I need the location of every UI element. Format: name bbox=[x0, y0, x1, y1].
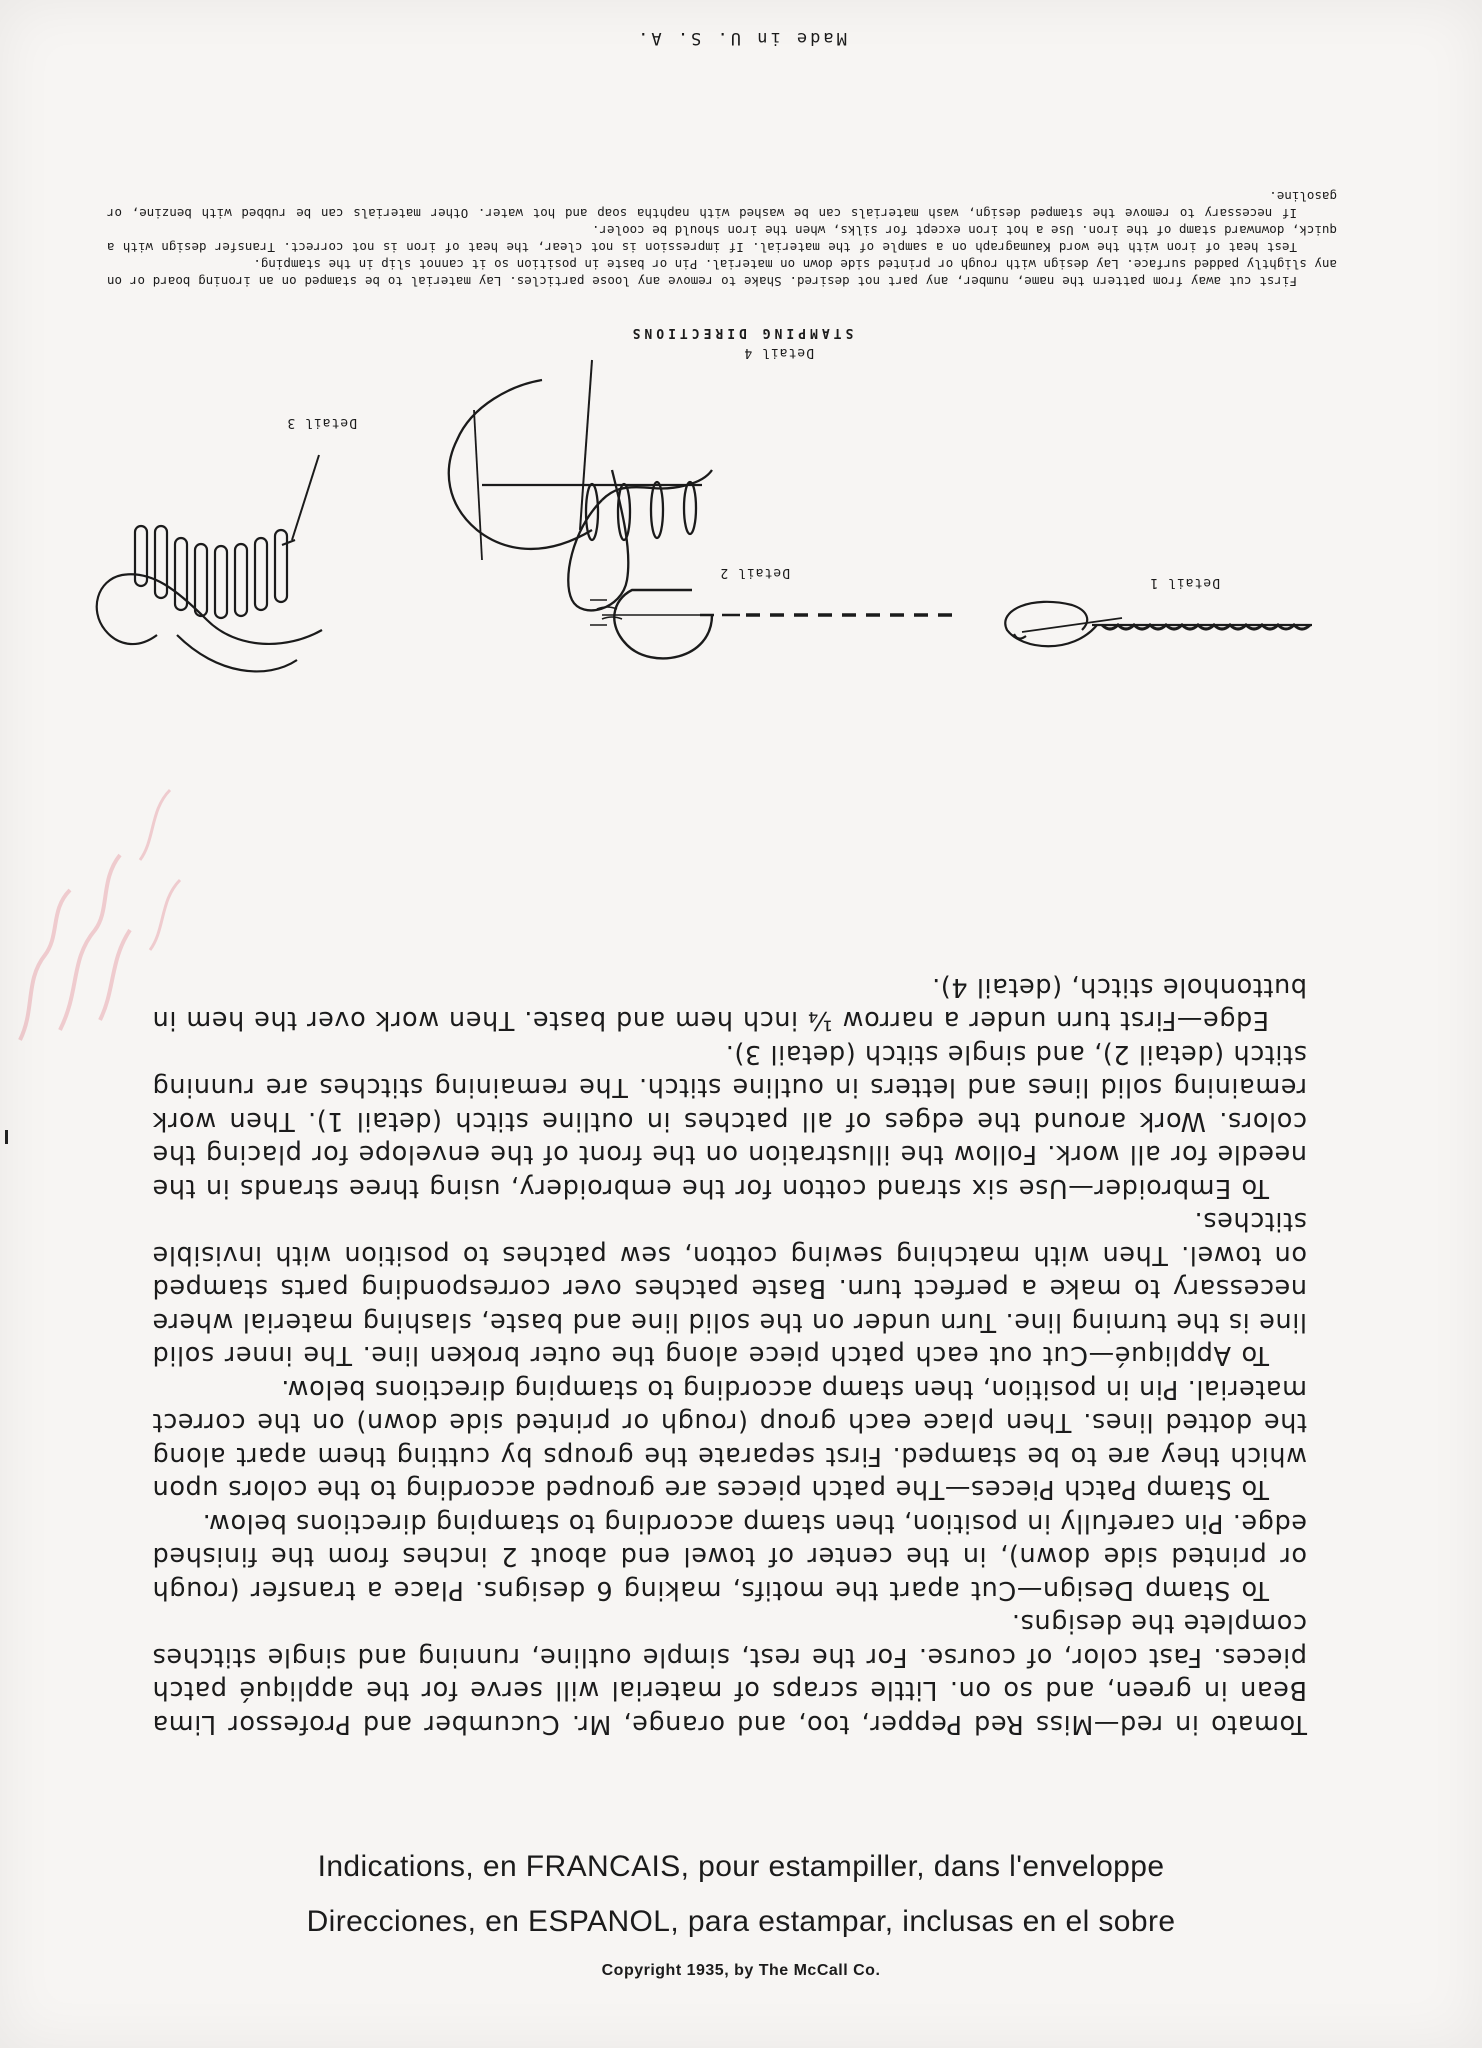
faded-ink-stamp-mark bbox=[0, 740, 210, 1080]
detail-4-label: Detail 4 bbox=[743, 345, 814, 360]
copyright-line: Copyright 1935, by The McCall Co. bbox=[601, 1962, 881, 1979]
stray-ink-mark bbox=[5, 1130, 8, 1144]
detail-3-label: Detail 3 bbox=[286, 415, 357, 430]
detail-1-outline-stitch-diagram bbox=[992, 590, 1322, 660]
french-directions-note: Indications, en FRANCAIS, pour estampiller, dans l'enveloppe bbox=[317, 1850, 1165, 1883]
spanish-directions-note: Direcciones, en ESPANOL, para estampar, inclusas en el sobre bbox=[306, 1905, 1176, 1938]
embroidery-instructions bbox=[152, 970, 1307, 1741]
instruction-paragraph-stamp-design: To Stamp Design—Cut apart the motifs, making 6 designs. Place a transfer (rough or printed side down), in the center of towel end about 2 inches from the finished edge. Pin carefully in position, then stamp according to stamping directions below. bbox=[152, 1508, 1307, 1605]
stamping-paragraph-2: Test heat of iron with the word Kaumagraph on a sample of the material. If impression is not clear, the heat of iron is not correct. Transfer design with a quick, downward stamp of the iron. Use a hot iron except for silks, when the iron should be cooler. bbox=[107, 223, 1337, 255]
instruction-paragraph-embroider: To Embroider—Use six strand cotton for the embroidery, using three strands in the needle for all work. Follow the illustration on the front of the envelope for placing the colors. Work around the edges of all patches in outline stitch (detail 1). Then work remaining solid lines and letters in outline stitch. The remaining stitches are running stitch (detail 2), and single stitch (detail 3). bbox=[152, 1039, 1307, 1203]
detail-4-buttonhole-stitch-diagram bbox=[422, 360, 712, 620]
stamping-directions-text bbox=[107, 188, 1337, 290]
stamping-directions-heading: STAMPING DIRECTIONS bbox=[628, 325, 854, 340]
made-in-usa-label: Made in U. S. A. bbox=[635, 28, 847, 48]
stamping-paragraph-3: If necessary to remove the stamped design, wash materials can be washed with naphtha soap and hot water. Other materials can be rubbed with benzine, or gasoline. bbox=[107, 189, 1337, 221]
detail-1-label: Detail 1 bbox=[1149, 575, 1220, 590]
stamping-paragraph-1: First cut away from pattern the name, number, any part not desired. Shake to remove any loose particles. Lay material to be stamped on an ironing board or on any slightly padded surface. Lay design with rough or printed side down on material. Pin or baste in position so it cannot slip in the stamping. bbox=[107, 257, 1337, 289]
instruction-paragraph-edge: Edge—First turn under a narrow ¼ inch hem and baste. Then work over the hem in buttonhole stitch, (detail 4). bbox=[152, 972, 1307, 1036]
detail-2-label: Detail 2 bbox=[719, 565, 790, 580]
detail-3-single-stitch-diagram bbox=[87, 445, 327, 690]
instruction-paragraph-stamp-patch: To Stamp Patch Pieces—The patch pieces are grouped according to the colors upon which they are to be stamped. First separate the groups by cutting them apart along the dotted lines. Then place each group (rough or printed side down) on the correct material. Pin in position, then stamp according to stamping directions below. bbox=[152, 1374, 1307, 1505]
instruction-paragraph-applique: To Appliqué—Cut out each patch piece along the outer broken line. The inner solid line is the turning line. Turn under on the solid line and baste, slashing material where necessary to make a perfect turn. Baste patches over corresponding parts stamped on towel. Then with matching sewing cotton, sew patches to position with invisible stitches. bbox=[152, 1206, 1307, 1371]
instruction-paragraph-colors: Tomato in red—Miss Red Pepper, too, and orange, Mr. Cucumber and Professor Lima Bean in green, and so on. Little scraps of material will serve for the appliqué patch pieces. Fast color, of course. For the rest, simple outline, running and single stitches complete the designs. bbox=[152, 1608, 1307, 1739]
